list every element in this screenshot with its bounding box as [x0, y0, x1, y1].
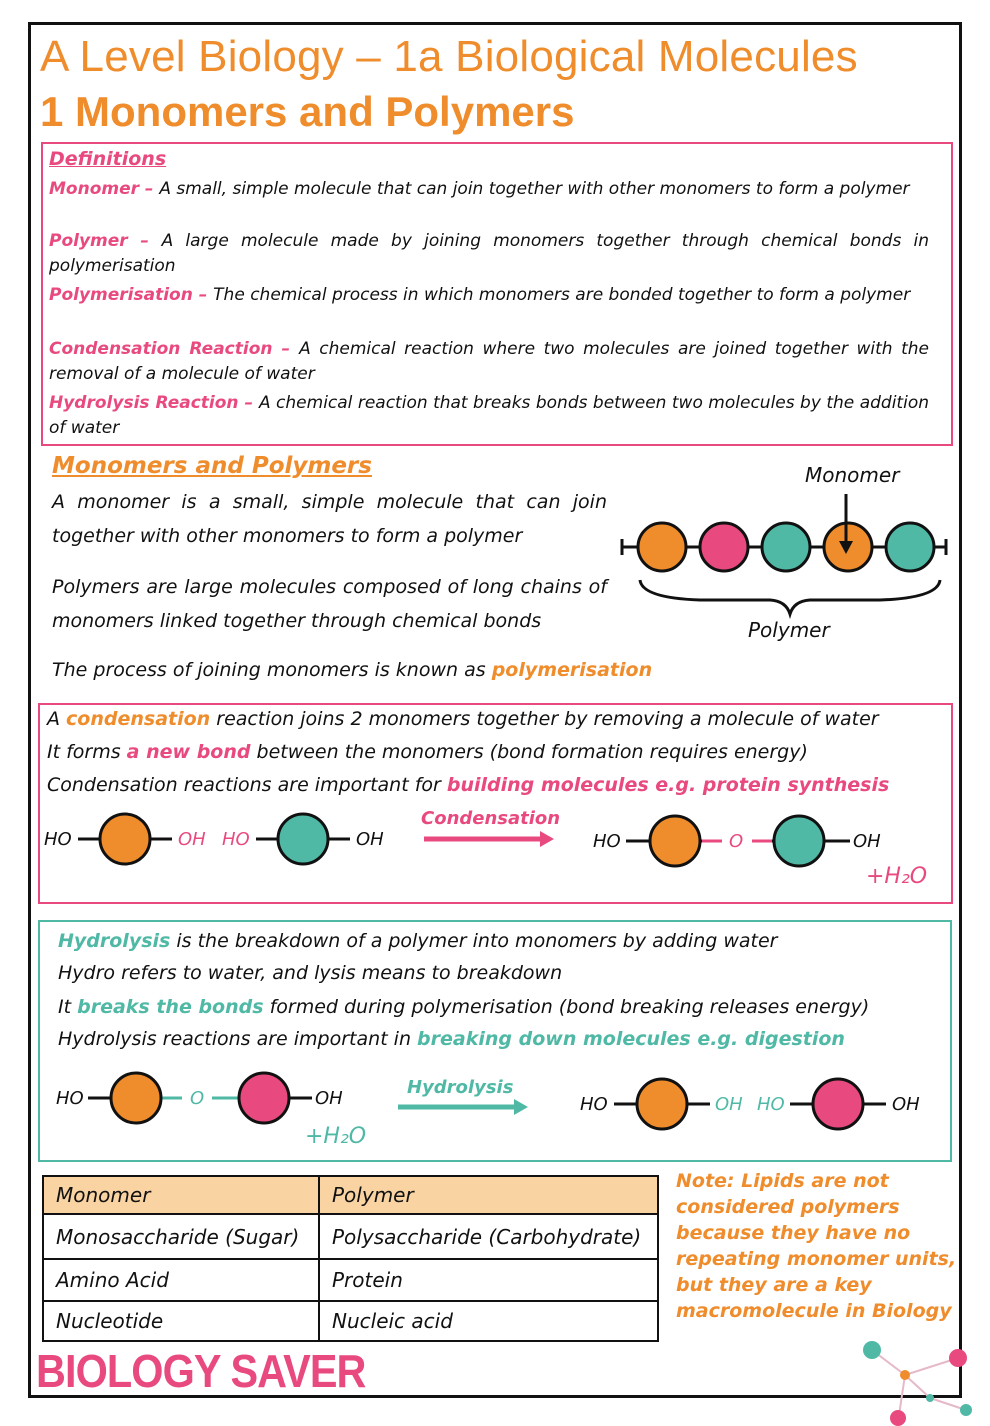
condensation-arrow-label: Condensation — [421, 808, 561, 829]
label-ho: HO — [593, 831, 621, 852]
new-bond-highlight: a new bond — [126, 741, 251, 763]
label-ho: HO — [44, 829, 72, 850]
building-highlight: building molecules e.g. protein synthesis — [446, 774, 890, 796]
definition-term: Polymerisation – — [49, 285, 214, 305]
table-cell: Nucleotide — [43, 1301, 319, 1341]
definition-text: The chemical process in which monomers are bonded together to form a polymer — [213, 285, 911, 305]
table-header-cell: Monomer — [43, 1176, 319, 1214]
lipids-note: Note: Lipids are not considered polymers because they have no repeating monomer units, but they are a key macromolecule in Biology — [676, 1170, 957, 1322]
label-ho: HO — [580, 1094, 608, 1115]
label-oh: OH — [315, 1088, 343, 1109]
text-span: Hydrolysis reactions are important in — [58, 1028, 418, 1050]
page-subtitle: 1 Monomers and Polymers — [40, 88, 575, 135]
label-oh: OH — [853, 831, 881, 852]
text-span: A — [47, 708, 67, 730]
table-header-cell: Polymer — [319, 1176, 658, 1214]
definition-text: A chemical reaction that breaks bonds between two molecules by the addition of water — [49, 393, 929, 438]
text-span: reaction joins 2 monomers together by removing a molecule of water — [210, 708, 879, 730]
definitions-heading: Definitions — [49, 148, 167, 170]
text-span: formed during polymerisation (bond breaking releases energy) — [263, 996, 870, 1018]
definition-text: A large molecule made by joining monomers together through chemical bonds in polymerisation — [49, 231, 929, 276]
table-cell: Monosaccharide (Sugar) — [43, 1214, 319, 1259]
definition-term: Polymer – — [49, 231, 162, 251]
label-oh: OH — [715, 1094, 743, 1115]
polymer-label: Polymer — [748, 618, 830, 642]
definition-term: Hydrolysis Reaction – — [49, 393, 259, 413]
monomer-paragraph: A monomer is a small, simple molecule that can join together with other monomers to form a polymer — [52, 491, 607, 547]
label-o: O — [190, 1088, 205, 1109]
label-ho: HO — [56, 1088, 84, 1109]
label-ho: HO — [222, 829, 250, 850]
text-span: It forms — [47, 741, 127, 763]
definition-term: Condensation Reaction – — [49, 339, 300, 359]
definition-text: A small, simple molecule that can join together with other monomers to form a polymer — [159, 179, 910, 199]
text-span: Condensation reactions are important for — [47, 774, 447, 796]
definition-term: Monomer – — [49, 179, 160, 199]
monomer-label: Monomer — [805, 463, 900, 487]
label-o: O — [729, 831, 744, 852]
page-title: A Level Biology – 1a Biological Molecules — [40, 32, 858, 81]
breaks-bonds-highlight: breaks the bonds — [77, 996, 264, 1018]
breaking-down-highlight: breaking down molecules e.g. digestion — [417, 1028, 845, 1050]
water-reactant: +H₂O — [305, 1124, 367, 1149]
brand-logo: BIOLOGY SAVER — [36, 1345, 366, 1397]
label-ho: HO — [757, 1094, 785, 1115]
table-cell: Protein — [319, 1259, 658, 1301]
section-heading-monomers: Monomers and Polymers — [52, 453, 372, 479]
polymerisation-prefix: The process of joining monomers is known as — [52, 659, 492, 681]
hydrolysis-arrow-label: Hydrolysis — [407, 1077, 514, 1098]
definition-text: A chemical reaction where two molecules are joined together with the removal of a molecule of water — [49, 339, 930, 384]
polymerisation-highlight: polymerisation — [491, 659, 653, 681]
label-oh: OH — [178, 829, 206, 850]
text-span: is the breakdown of a polymer into monomers by adding water — [170, 930, 778, 952]
condensation-highlight: condensation — [66, 708, 211, 730]
table-cell: Nucleic acid — [319, 1301, 658, 1341]
label-oh: OH — [892, 1094, 920, 1115]
text-span: It — [58, 996, 78, 1018]
water-product: +H₂O — [866, 864, 928, 889]
table-cell: Amino Acid — [43, 1259, 319, 1301]
hydrolysis-highlight: Hydrolysis — [58, 930, 171, 952]
table-cell: Polysaccharide (Carbohydrate) — [319, 1214, 658, 1259]
polymer-paragraph: Polymers are large molecules composed of long chains of monomers linked together through chemical bonds — [52, 576, 607, 632]
hydrolysis-line-2: Hydro refers to water, and lysis means to breakdown — [58, 962, 563, 984]
label-oh: OH — [356, 829, 384, 850]
text-span: between the monomers (bond formation requires energy) — [250, 741, 808, 763]
